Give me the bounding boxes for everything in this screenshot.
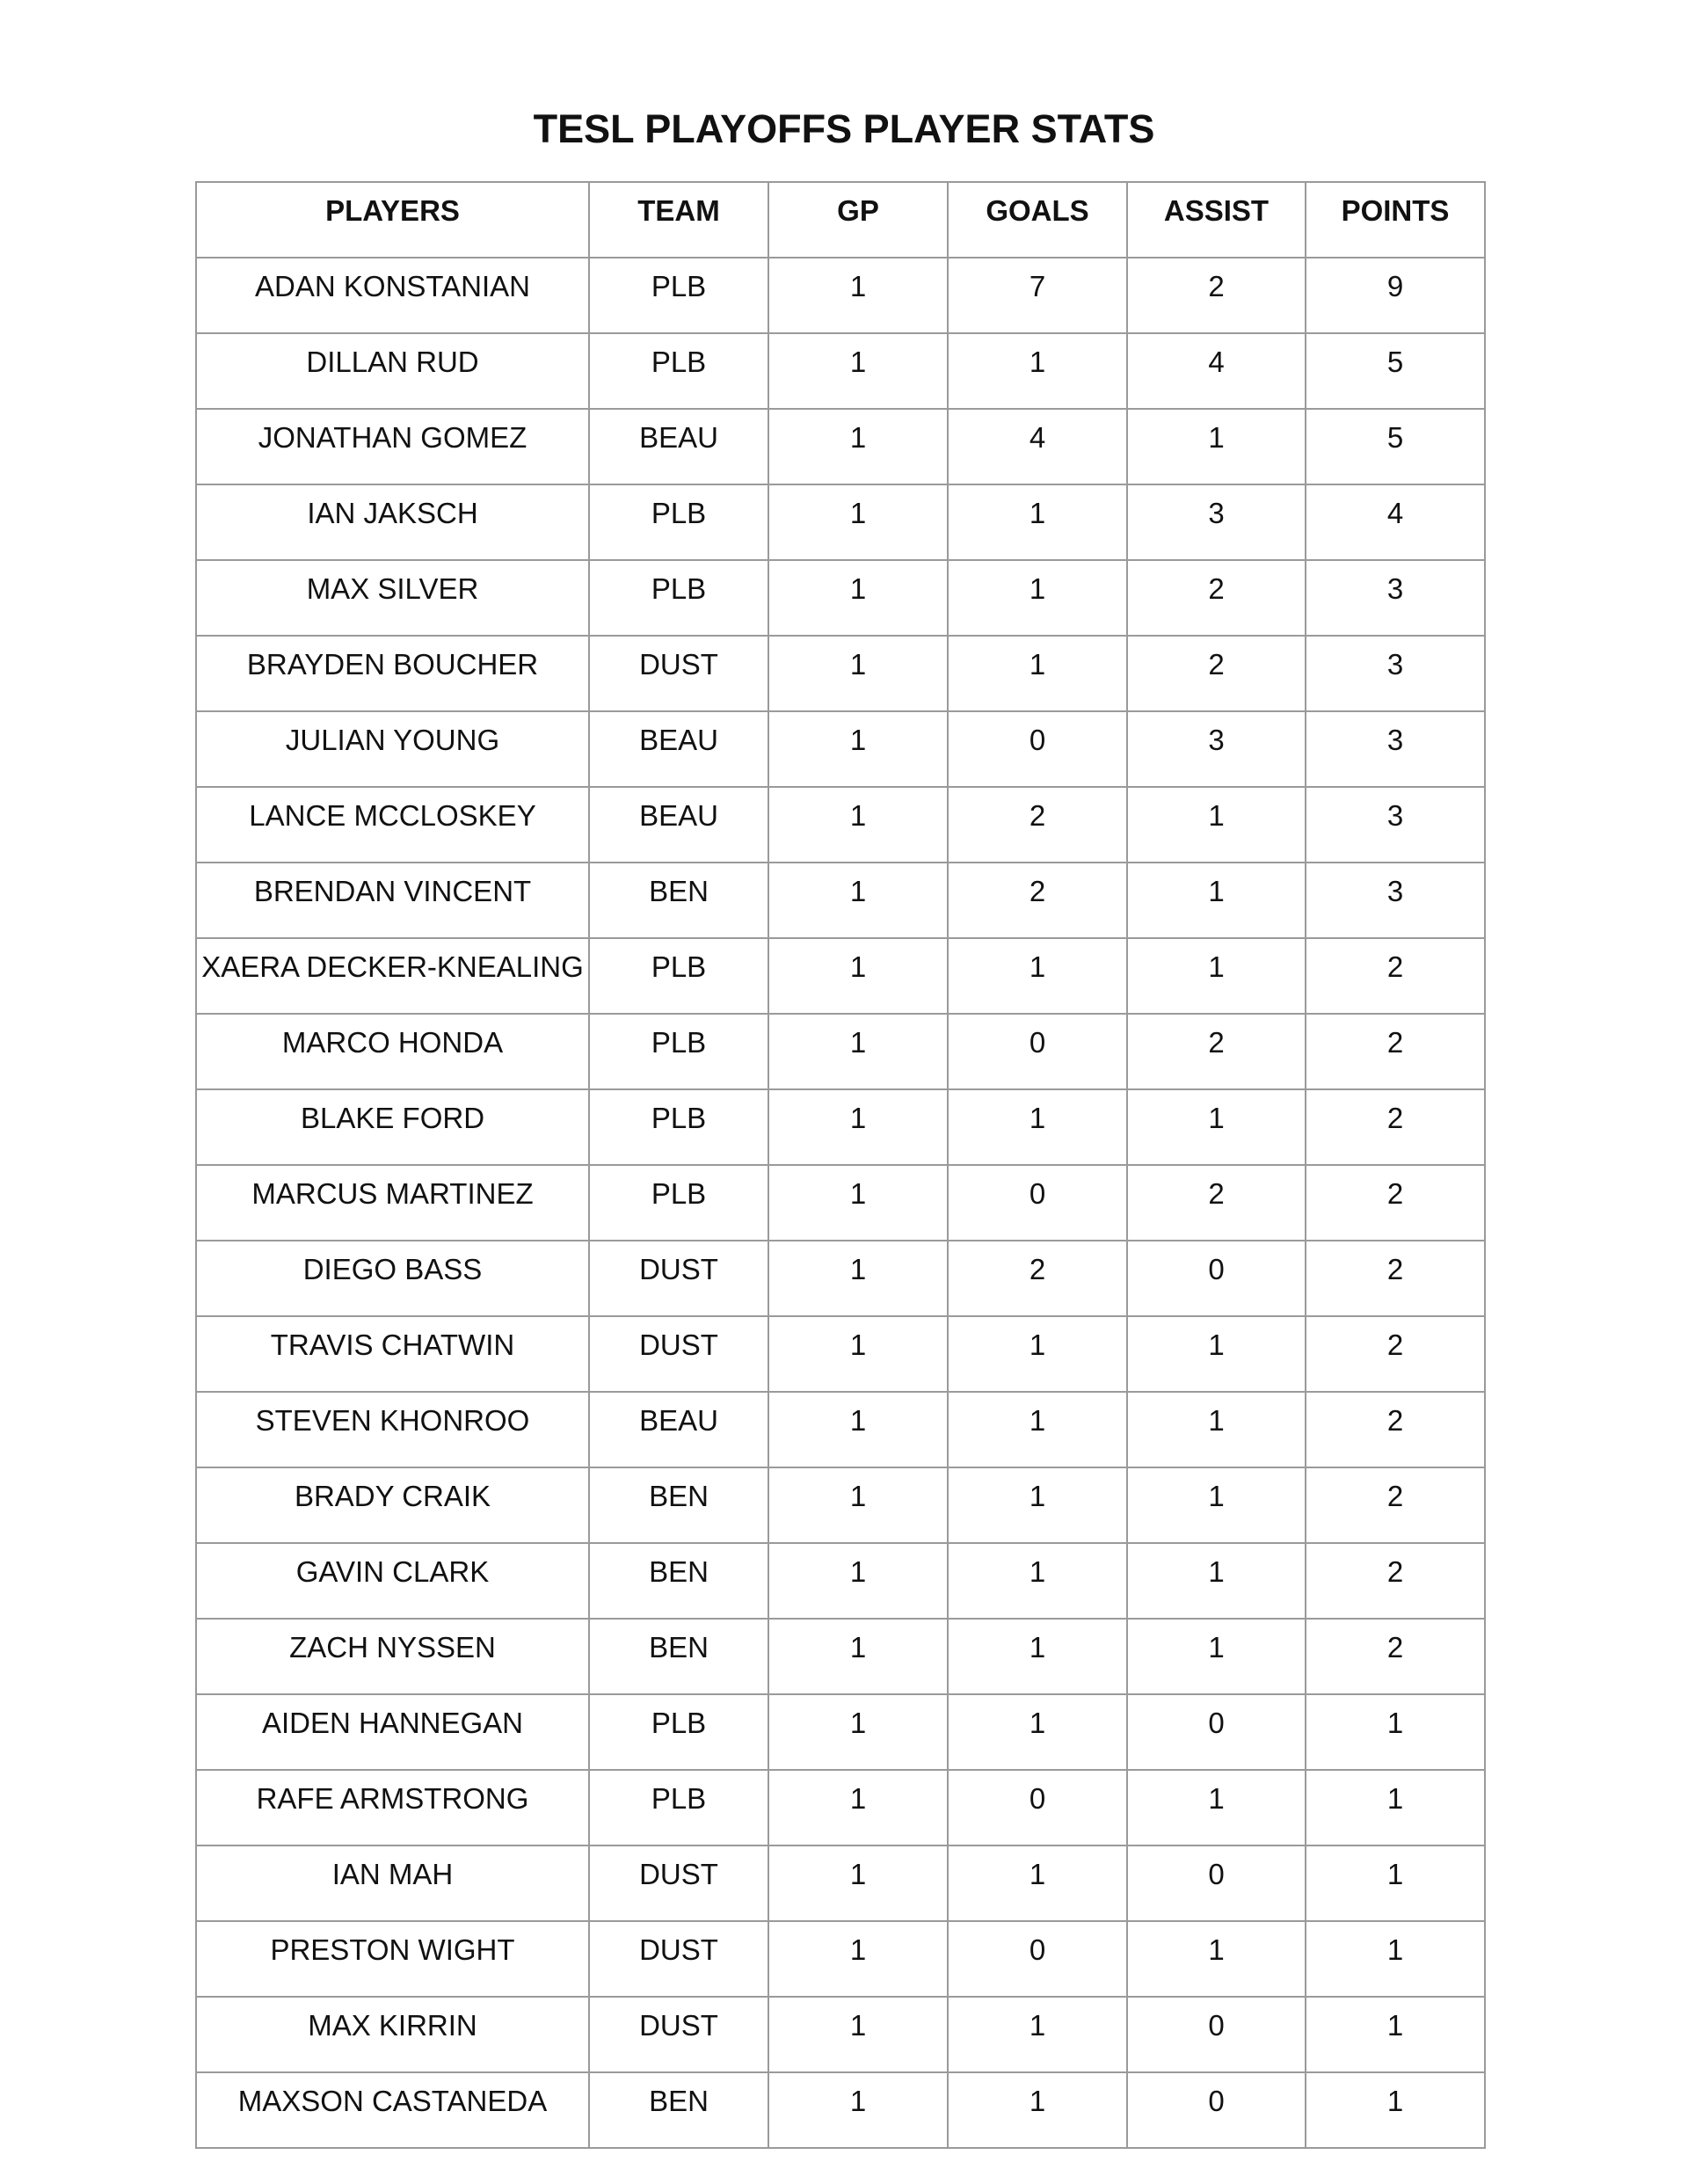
cell-assist: 1	[1127, 409, 1306, 484]
table-row	[196, 636, 1485, 711]
cell-gp: 1	[768, 1921, 948, 1997]
cell-players: MAXSON CASTANEDA	[196, 2072, 589, 2148]
cell-goals: 1	[948, 2072, 1127, 2148]
cell-goals: 1	[948, 1316, 1127, 1392]
cell-points: 2	[1306, 1165, 1485, 1241]
table-row	[196, 258, 1485, 333]
cell-team: PLB	[589, 1770, 768, 1845]
cell-goals: 0	[948, 711, 1127, 787]
table-row	[196, 333, 1485, 409]
table-row	[196, 1014, 1485, 1089]
cell-team: BEN	[589, 1543, 768, 1619]
cell-points: 3	[1306, 560, 1485, 636]
cell-goals: 4	[948, 409, 1127, 484]
cell-gp: 1	[768, 2072, 948, 2148]
table-row	[196, 1165, 1485, 1241]
cell-points: 1	[1306, 1694, 1485, 1770]
cell-assist: 4	[1127, 333, 1306, 409]
cell-points: 5	[1306, 333, 1485, 409]
table-row	[196, 863, 1485, 938]
cell-gp: 1	[768, 333, 948, 409]
cell-team: PLB	[589, 560, 768, 636]
cell-team: DUST	[589, 1845, 768, 1921]
cell-gp: 1	[768, 636, 948, 711]
cell-goals: 2	[948, 787, 1127, 863]
cell-assist: 1	[1127, 863, 1306, 938]
cell-players: BRAYDEN BOUCHER	[196, 636, 589, 711]
cell-points: 2	[1306, 938, 1485, 1014]
cell-team: PLB	[589, 258, 768, 333]
table-row	[196, 938, 1485, 1014]
player-stats-table	[195, 181, 1486, 2149]
cell-gp: 1	[768, 787, 948, 863]
cell-team: DUST	[589, 636, 768, 711]
cell-players: GAVIN CLARK	[196, 1543, 589, 1619]
cell-gp: 1	[768, 1619, 948, 1694]
cell-points: 1	[1306, 1770, 1485, 1845]
cell-team: PLB	[589, 1089, 768, 1165]
cell-players: JONATHAN GOMEZ	[196, 409, 589, 484]
cell-players: TRAVIS CHATWIN	[196, 1316, 589, 1392]
table-row	[196, 1241, 1485, 1316]
cell-goals: 1	[948, 1543, 1127, 1619]
cell-goals: 0	[948, 1921, 1127, 1997]
cell-points: 2	[1306, 1467, 1485, 1543]
cell-goals: 1	[948, 1694, 1127, 1770]
cell-assist: 0	[1127, 1845, 1306, 1921]
cell-goals: 1	[948, 1089, 1127, 1165]
column-header-points: POINTS	[1306, 182, 1485, 258]
table-row	[196, 560, 1485, 636]
cell-points: 2	[1306, 1619, 1485, 1694]
cell-team: DUST	[589, 1316, 768, 1392]
cell-assist: 1	[1127, 1316, 1306, 1392]
table-row	[196, 484, 1485, 560]
table-row	[196, 1845, 1485, 1921]
cell-assist: 1	[1127, 1543, 1306, 1619]
cell-gp: 1	[768, 1165, 948, 1241]
cell-team: BEAU	[589, 409, 768, 484]
column-header-gp: GP	[768, 182, 948, 258]
cell-assist: 1	[1127, 1089, 1306, 1165]
cell-goals: 1	[948, 1619, 1127, 1694]
cell-goals: 1	[948, 484, 1127, 560]
column-header-team: TEAM	[589, 182, 768, 258]
cell-goals: 7	[948, 258, 1127, 333]
column-header-assist: ASSIST	[1127, 182, 1306, 258]
cell-gp: 1	[768, 1770, 948, 1845]
table-row	[196, 2072, 1485, 2148]
cell-players: MARCO HONDA	[196, 1014, 589, 1089]
cell-assist: 1	[1127, 1619, 1306, 1694]
cell-gp: 1	[768, 560, 948, 636]
cell-players: IAN MAH	[196, 1845, 589, 1921]
header-row	[196, 182, 1485, 258]
cell-points: 1	[1306, 1845, 1485, 1921]
table-row	[196, 1770, 1485, 1845]
cell-team: BEN	[589, 2072, 768, 2148]
cell-goals: 2	[948, 863, 1127, 938]
cell-players: ZACH NYSSEN	[196, 1619, 589, 1694]
cell-goals: 1	[948, 636, 1127, 711]
cell-assist: 3	[1127, 484, 1306, 560]
cell-points: 2	[1306, 1014, 1485, 1089]
cell-points: 2	[1306, 1241, 1485, 1316]
cell-team: PLB	[589, 1165, 768, 1241]
cell-team: PLB	[589, 484, 768, 560]
cell-gp: 1	[768, 484, 948, 560]
cell-goals: 1	[948, 333, 1127, 409]
cell-players: IAN JAKSCH	[196, 484, 589, 560]
table-row	[196, 711, 1485, 787]
cell-players: BRENDAN VINCENT	[196, 863, 589, 938]
cell-points: 2	[1306, 1543, 1485, 1619]
cell-players: LANCE MCCLOSKEY	[196, 787, 589, 863]
cell-team: BEAU	[589, 787, 768, 863]
cell-players: BLAKE FORD	[196, 1089, 589, 1165]
table-row	[196, 1543, 1485, 1619]
cell-goals: 1	[948, 1997, 1127, 2072]
cell-team: BEAU	[589, 1392, 768, 1467]
cell-points: 5	[1306, 409, 1485, 484]
cell-points: 2	[1306, 1089, 1485, 1165]
cell-assist: 0	[1127, 1694, 1306, 1770]
cell-players: DILLAN RUD	[196, 333, 589, 409]
cell-assist: 2	[1127, 1014, 1306, 1089]
table-row	[196, 409, 1485, 484]
cell-gp: 1	[768, 711, 948, 787]
cell-gp: 1	[768, 1014, 948, 1089]
cell-points: 4	[1306, 484, 1485, 560]
cell-team: DUST	[589, 1997, 768, 2072]
cell-goals: 2	[948, 1241, 1127, 1316]
column-header-goals: GOALS	[948, 182, 1127, 258]
cell-team: BEN	[589, 863, 768, 938]
page-title: TESL PLAYOFFS PLAYER STATS	[533, 106, 1155, 151]
cell-players: MAX KIRRIN	[196, 1997, 589, 2072]
cell-gp: 1	[768, 1543, 948, 1619]
cell-team: PLB	[589, 938, 768, 1014]
table-row	[196, 1694, 1485, 1770]
table-body	[196, 258, 1485, 2148]
cell-gp: 1	[768, 1392, 948, 1467]
cell-points: 3	[1306, 863, 1485, 938]
cell-assist: 0	[1127, 2072, 1306, 2148]
cell-team: DUST	[589, 1921, 768, 1997]
table-row	[196, 1467, 1485, 1543]
cell-points: 1	[1306, 1997, 1485, 2072]
cell-assist: 1	[1127, 787, 1306, 863]
column-header-players: PLAYERS	[196, 182, 589, 258]
cell-gp: 1	[768, 409, 948, 484]
table-row	[196, 787, 1485, 863]
cell-players: MARCUS MARTINEZ	[196, 1165, 589, 1241]
cell-goals: 0	[948, 1014, 1127, 1089]
cell-assist: 1	[1127, 938, 1306, 1014]
cell-team: PLB	[589, 1014, 768, 1089]
cell-gp: 1	[768, 1089, 948, 1165]
cell-gp: 1	[768, 1694, 948, 1770]
cell-players: BRADY CRAIK	[196, 1467, 589, 1543]
cell-goals: 1	[948, 938, 1127, 1014]
table-row	[196, 1392, 1485, 1467]
cell-assist: 2	[1127, 1165, 1306, 1241]
cell-gp: 1	[768, 938, 948, 1014]
cell-goals: 1	[948, 1845, 1127, 1921]
cell-points: 3	[1306, 711, 1485, 787]
cell-gp: 1	[768, 1467, 948, 1543]
cell-players: MAX SILVER	[196, 560, 589, 636]
cell-players: ADAN KONSTANIAN	[196, 258, 589, 333]
cell-assist: 2	[1127, 636, 1306, 711]
cell-assist: 3	[1127, 711, 1306, 787]
cell-goals: 0	[948, 1770, 1127, 1845]
cell-goals: 1	[948, 1467, 1127, 1543]
cell-players: JULIAN YOUNG	[196, 711, 589, 787]
cell-team: BEN	[589, 1619, 768, 1694]
cell-assist: 1	[1127, 1770, 1306, 1845]
table-row	[196, 1089, 1485, 1165]
cell-team: BEN	[589, 1467, 768, 1543]
cell-team: DUST	[589, 1241, 768, 1316]
cell-gp: 1	[768, 1241, 948, 1316]
cell-assist: 1	[1127, 1467, 1306, 1543]
table-row	[196, 1316, 1485, 1392]
cell-team: BEAU	[589, 711, 768, 787]
cell-team: PLB	[589, 1694, 768, 1770]
cell-players: RAFE ARMSTRONG	[196, 1770, 589, 1845]
cell-assist: 2	[1127, 560, 1306, 636]
cell-gp: 1	[768, 863, 948, 938]
cell-assist: 0	[1127, 1997, 1306, 2072]
cell-assist: 1	[1127, 1921, 1306, 1997]
cell-assist: 1	[1127, 1392, 1306, 1467]
cell-players: STEVEN KHONROO	[196, 1392, 589, 1467]
cell-gp: 1	[768, 258, 948, 333]
cell-points: 2	[1306, 1392, 1485, 1467]
cell-gp: 1	[768, 1997, 948, 2072]
cell-goals: 0	[948, 1165, 1127, 1241]
cell-players: AIDEN HANNEGAN	[196, 1694, 589, 1770]
table-row	[196, 1997, 1485, 2072]
cell-players: PRESTON WIGHT	[196, 1921, 589, 1997]
cell-assist: 0	[1127, 1241, 1306, 1316]
cell-team: PLB	[589, 333, 768, 409]
cell-points: 2	[1306, 1316, 1485, 1392]
cell-points: 1	[1306, 1921, 1485, 1997]
cell-gp: 1	[768, 1316, 948, 1392]
cell-assist: 2	[1127, 258, 1306, 333]
table-header	[196, 182, 1485, 258]
cell-players: XAERA DECKER-KNEALING	[196, 938, 589, 1014]
cell-gp: 1	[768, 1845, 948, 1921]
cell-points: 3	[1306, 636, 1485, 711]
cell-points: 1	[1306, 2072, 1485, 2148]
cell-points: 3	[1306, 787, 1485, 863]
cell-goals: 1	[948, 1392, 1127, 1467]
table-row	[196, 1921, 1485, 1997]
cell-points: 9	[1306, 258, 1485, 333]
cell-players: DIEGO BASS	[196, 1241, 589, 1316]
cell-goals: 1	[948, 560, 1127, 636]
table-row	[196, 1619, 1485, 1694]
